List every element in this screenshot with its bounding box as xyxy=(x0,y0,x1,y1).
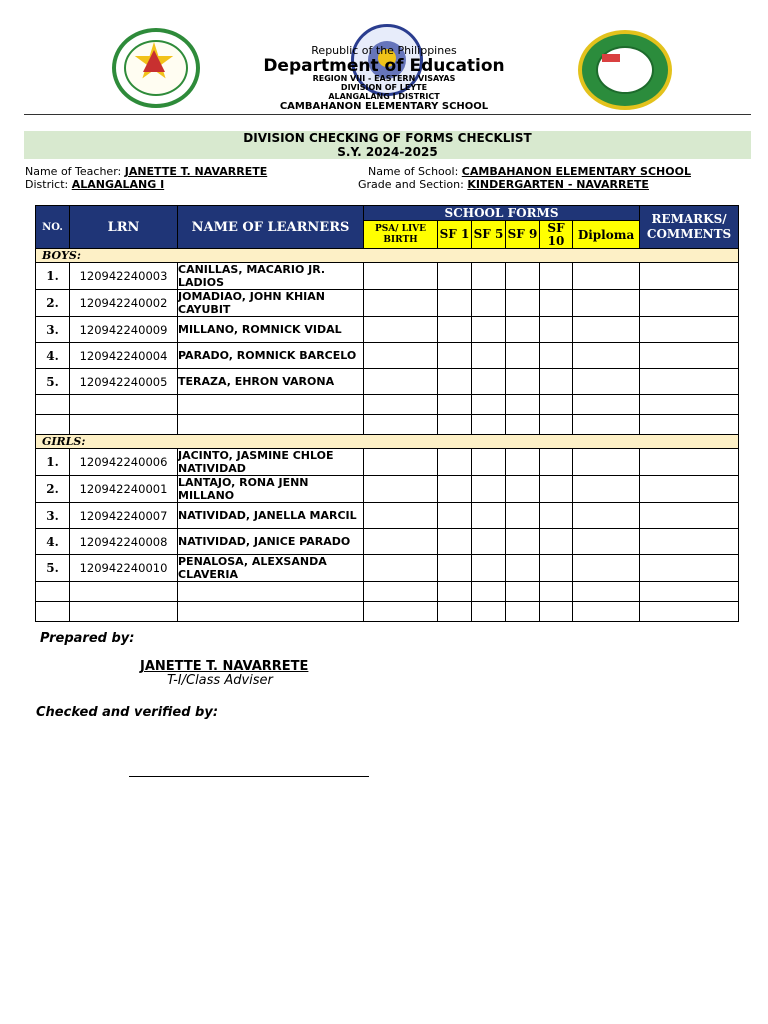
teacher-value: JANETTE T. NAVARRETE xyxy=(124,165,268,178)
header-sf5: SF 5 xyxy=(472,221,506,249)
remarks-cell[interactable] xyxy=(640,369,739,395)
school-year: S.Y. 2024-2025 xyxy=(337,145,438,159)
empty-cell[interactable] xyxy=(70,602,178,622)
row-lrn: 120942240001 xyxy=(70,476,178,503)
table-row xyxy=(36,290,739,317)
table-row xyxy=(36,263,739,290)
district-info-value: ALANGALANG I xyxy=(71,178,165,191)
sf9-check-cell[interactable] xyxy=(506,290,540,317)
row-number: 4. xyxy=(36,343,70,369)
region-label: REGION VIII - EASTERN VISAYAS xyxy=(312,74,456,83)
remarks-cell[interactable] xyxy=(640,290,739,317)
remarks-cell[interactable] xyxy=(640,476,739,503)
sf5-check-cell[interactable] xyxy=(472,503,506,529)
empty-cell[interactable] xyxy=(178,582,364,602)
document-title: DIVISION CHECKING OF FORMS CHECKLIST xyxy=(243,131,532,145)
empty-cell[interactable] xyxy=(506,602,540,622)
division-label: DIVISION OF LEYTE xyxy=(340,83,428,92)
sf9-check-cell[interactable] xyxy=(506,263,540,290)
psa-check-cell[interactable] xyxy=(364,263,438,290)
diploma-check-cell[interactable] xyxy=(573,503,640,529)
empty-cell[interactable] xyxy=(540,395,573,415)
empty-cell[interactable] xyxy=(540,415,573,435)
empty-cell[interactable] xyxy=(178,395,364,415)
diploma-check-cell[interactable] xyxy=(573,290,640,317)
table-row xyxy=(36,476,739,503)
sf10-check-cell[interactable] xyxy=(540,529,573,555)
sf5-check-cell[interactable] xyxy=(472,449,506,476)
sf5-check-cell[interactable] xyxy=(472,263,506,290)
row-number: 2. xyxy=(36,476,70,503)
empty-row xyxy=(36,415,739,435)
empty-cell[interactable] xyxy=(540,582,573,602)
psa-check-cell[interactable] xyxy=(364,317,438,343)
empty-cell[interactable] xyxy=(506,582,540,602)
empty-cell[interactable] xyxy=(438,582,472,602)
signature-line[interactable] xyxy=(129,776,369,777)
psa-check-cell[interactable] xyxy=(364,369,438,395)
empty-cell[interactable] xyxy=(364,602,438,622)
empty-cell[interactable] xyxy=(364,395,438,415)
teacher-label: Name of Teacher: xyxy=(25,165,122,178)
department-title: Department of Education xyxy=(263,56,505,76)
sf5-check-cell[interactable] xyxy=(472,529,506,555)
empty-cell[interactable] xyxy=(438,395,472,415)
girls-section-label: GIRLS: xyxy=(36,435,739,449)
sf9-check-cell[interactable] xyxy=(506,476,540,503)
row-lrn: 120942240002 xyxy=(70,290,178,317)
empty-cell[interactable] xyxy=(472,395,506,415)
sf1-check-cell[interactable] xyxy=(438,263,472,290)
empty-cell[interactable] xyxy=(640,415,739,435)
sf10-check-cell[interactable] xyxy=(540,343,573,369)
sf1-check-cell[interactable] xyxy=(438,290,472,317)
diploma-check-cell[interactable] xyxy=(573,263,640,290)
header-name: NAME OF LEARNERS xyxy=(178,206,364,249)
row-number: 2. xyxy=(36,290,70,317)
school-info-label: Name of School: xyxy=(368,165,459,178)
table-row xyxy=(36,529,739,555)
sf9-check-cell[interactable] xyxy=(506,343,540,369)
sf9-check-cell[interactable] xyxy=(506,449,540,476)
sf1-check-cell[interactable] xyxy=(438,369,472,395)
school-label: CAMBAHANON ELEMENTARY SCHOOL xyxy=(279,101,489,112)
row-lrn: 120942240007 xyxy=(70,503,178,529)
psa-check-cell[interactable] xyxy=(364,343,438,369)
empty-cell[interactable] xyxy=(573,415,640,435)
sf10-check-cell[interactable] xyxy=(540,263,573,290)
empty-cell[interactable] xyxy=(36,582,70,602)
sf1-check-cell[interactable] xyxy=(438,503,472,529)
psa-check-cell[interactable] xyxy=(364,290,438,317)
row-learner-name: CANILLAS, MACARIO JR. LADIOS xyxy=(178,263,364,290)
psa-check-cell[interactable] xyxy=(364,503,438,529)
header-divider xyxy=(24,114,751,115)
district-info xyxy=(25,178,164,191)
boys-section-label: BOYS: xyxy=(36,249,739,263)
row-lrn: 120942240004 xyxy=(70,343,178,369)
table-row xyxy=(36,369,739,395)
table-row xyxy=(36,317,739,343)
empty-row xyxy=(36,602,739,622)
row-number: 3. xyxy=(36,317,70,343)
empty-cell[interactable] xyxy=(364,415,438,435)
empty-cell[interactable] xyxy=(506,415,540,435)
remarks-cell[interactable] xyxy=(640,263,739,290)
psa-check-cell[interactable] xyxy=(364,449,438,476)
sf9-check-cell[interactable] xyxy=(506,555,540,582)
sf9-check-cell[interactable] xyxy=(506,503,540,529)
sf10-check-cell[interactable] xyxy=(540,290,573,317)
teacher-info xyxy=(25,165,267,178)
empty-cell[interactable] xyxy=(472,415,506,435)
remarks-cell[interactable] xyxy=(640,343,739,369)
sf5-check-cell[interactable] xyxy=(472,317,506,343)
empty-row xyxy=(36,395,739,415)
sf10-check-cell[interactable] xyxy=(540,369,573,395)
sf10-check-cell[interactable] xyxy=(540,503,573,529)
header-remarks: REMARKS/ COMMENTS xyxy=(640,206,739,249)
school-info xyxy=(368,165,691,178)
empty-cell[interactable] xyxy=(178,602,364,622)
psa-check-cell[interactable] xyxy=(364,529,438,555)
empty-cell[interactable] xyxy=(472,582,506,602)
sf5-check-cell[interactable] xyxy=(472,555,506,582)
psa-check-cell[interactable] xyxy=(364,555,438,582)
sf10-check-cell[interactable] xyxy=(540,476,573,503)
adviser-role: T-I/Class Adviser xyxy=(167,673,273,688)
row-number: 1. xyxy=(36,449,70,476)
row-number: 5. xyxy=(36,369,70,395)
row-learner-name: JACINTO, JASMINE CHLOE NATIVIDAD xyxy=(178,449,364,476)
row-learner-name: NATIVIDAD, JANICE PARADO xyxy=(178,529,364,555)
table-row xyxy=(36,343,739,369)
grade-label: Grade and Section: xyxy=(358,178,464,191)
sf10-check-cell[interactable] xyxy=(540,317,573,343)
header-sf1: SF 1 xyxy=(438,221,472,249)
empty-cell[interactable] xyxy=(36,415,70,435)
header-lrn: LRN xyxy=(70,206,178,249)
forms-checklist-table xyxy=(35,205,739,622)
empty-cell[interactable] xyxy=(36,395,70,415)
empty-cell[interactable] xyxy=(70,582,178,602)
sf9-check-cell[interactable] xyxy=(506,529,540,555)
row-number: 5. xyxy=(36,555,70,582)
remarks-cell[interactable] xyxy=(640,529,739,555)
row-learner-name: JOMADIAO, JOHN KHIAN CAYUBIT xyxy=(178,290,364,317)
row-learner-name: PENALOSA, ALEXSANDA CLAVERIA xyxy=(178,555,364,582)
sf1-check-cell[interactable] xyxy=(438,529,472,555)
empty-cell[interactable] xyxy=(640,582,739,602)
empty-cell[interactable] xyxy=(573,582,640,602)
row-number: 1. xyxy=(36,263,70,290)
sf1-check-cell[interactable] xyxy=(438,317,472,343)
empty-cell[interactable] xyxy=(472,602,506,622)
empty-cell[interactable] xyxy=(540,602,573,622)
empty-cell[interactable] xyxy=(640,602,739,622)
checked-by-label: Checked and verified by: xyxy=(36,705,219,720)
empty-cell[interactable] xyxy=(36,602,70,622)
header-diploma: Diploma xyxy=(573,221,640,249)
remarks-cell[interactable] xyxy=(640,503,739,529)
grade-value: KINDERGARTEN - NAVARRETE xyxy=(467,178,649,191)
table-row xyxy=(36,503,739,529)
sf10-check-cell[interactable] xyxy=(540,555,573,582)
republic-label: Republic of the Philippines xyxy=(311,44,457,57)
psa-check-cell[interactable] xyxy=(364,476,438,503)
remarks-cell[interactable] xyxy=(640,449,739,476)
table-row xyxy=(36,449,739,476)
row-number: 3. xyxy=(36,503,70,529)
prepared-by-label: Prepared by: xyxy=(40,631,135,646)
sf5-check-cell[interactable] xyxy=(472,476,506,503)
sf9-check-cell[interactable] xyxy=(506,317,540,343)
sf5-check-cell[interactable] xyxy=(472,290,506,317)
diploma-check-cell[interactable] xyxy=(573,317,640,343)
header-sf9: SF 9 xyxy=(506,221,540,249)
empty-cell[interactable] xyxy=(640,395,739,415)
sf1-check-cell[interactable] xyxy=(438,343,472,369)
row-lrn: 120942240006 xyxy=(70,449,178,476)
row-learner-name: MILLANO, ROMNICK VIDAL xyxy=(178,317,364,343)
table-row xyxy=(36,555,739,582)
empty-cell[interactable] xyxy=(506,395,540,415)
sf9-check-cell[interactable] xyxy=(506,369,540,395)
adviser-name: JANETTE T. NAVARRETE xyxy=(140,659,309,674)
empty-cell[interactable] xyxy=(438,415,472,435)
row-lrn: 120942240009 xyxy=(70,317,178,343)
sf1-check-cell[interactable] xyxy=(438,449,472,476)
diploma-check-cell[interactable] xyxy=(573,529,640,555)
row-lrn: 120942240003 xyxy=(70,263,178,290)
diploma-check-cell[interactable] xyxy=(573,476,640,503)
diploma-check-cell[interactable] xyxy=(573,449,640,476)
row-learner-name: LANTAJO, RONA JENN MILLANO xyxy=(178,476,364,503)
sf5-check-cell[interactable] xyxy=(472,343,506,369)
empty-cell[interactable] xyxy=(178,415,364,435)
diploma-check-cell[interactable] xyxy=(573,369,640,395)
row-lrn: 120942240005 xyxy=(70,369,178,395)
row-learner-name: NATIVIDAD, JANELLA MARCIL xyxy=(178,503,364,529)
district-label: ALANGALANG I DISTRICT xyxy=(328,92,440,101)
empty-cell[interactable] xyxy=(70,395,178,415)
header-sf10: SF 10 xyxy=(540,221,573,249)
school-info-value: CAMBAHANON ELEMENTARY SCHOOL xyxy=(461,165,691,178)
row-lrn: 120942240010 xyxy=(70,555,178,582)
row-number: 4. xyxy=(36,529,70,555)
header-no: NO. xyxy=(36,206,70,249)
empty-cell[interactable] xyxy=(364,582,438,602)
sf1-check-cell[interactable] xyxy=(438,476,472,503)
empty-cell[interactable] xyxy=(573,602,640,622)
diploma-check-cell[interactable] xyxy=(573,555,640,582)
empty-cell[interactable] xyxy=(573,395,640,415)
diploma-check-cell[interactable] xyxy=(573,343,640,369)
row-learner-name: PARADO, ROMNICK BARCELO xyxy=(178,343,364,369)
remarks-cell[interactable] xyxy=(640,555,739,582)
grade-info xyxy=(358,178,649,191)
sf5-check-cell[interactable] xyxy=(472,369,506,395)
header-psa: PSA/ LIVE BIRTH xyxy=(364,221,438,249)
header-school-forms: SCHOOL FORMS xyxy=(364,206,640,221)
empty-cell[interactable] xyxy=(438,602,472,622)
row-lrn: 120942240008 xyxy=(70,529,178,555)
remarks-cell[interactable] xyxy=(640,317,739,343)
empty-cell[interactable] xyxy=(70,415,178,435)
empty-row xyxy=(36,582,739,602)
sf10-check-cell[interactable] xyxy=(540,449,573,476)
sf1-check-cell[interactable] xyxy=(438,555,472,582)
district-info-label: District: xyxy=(25,178,69,191)
row-learner-name: TERAZA, EHRON VARONA xyxy=(178,369,364,395)
